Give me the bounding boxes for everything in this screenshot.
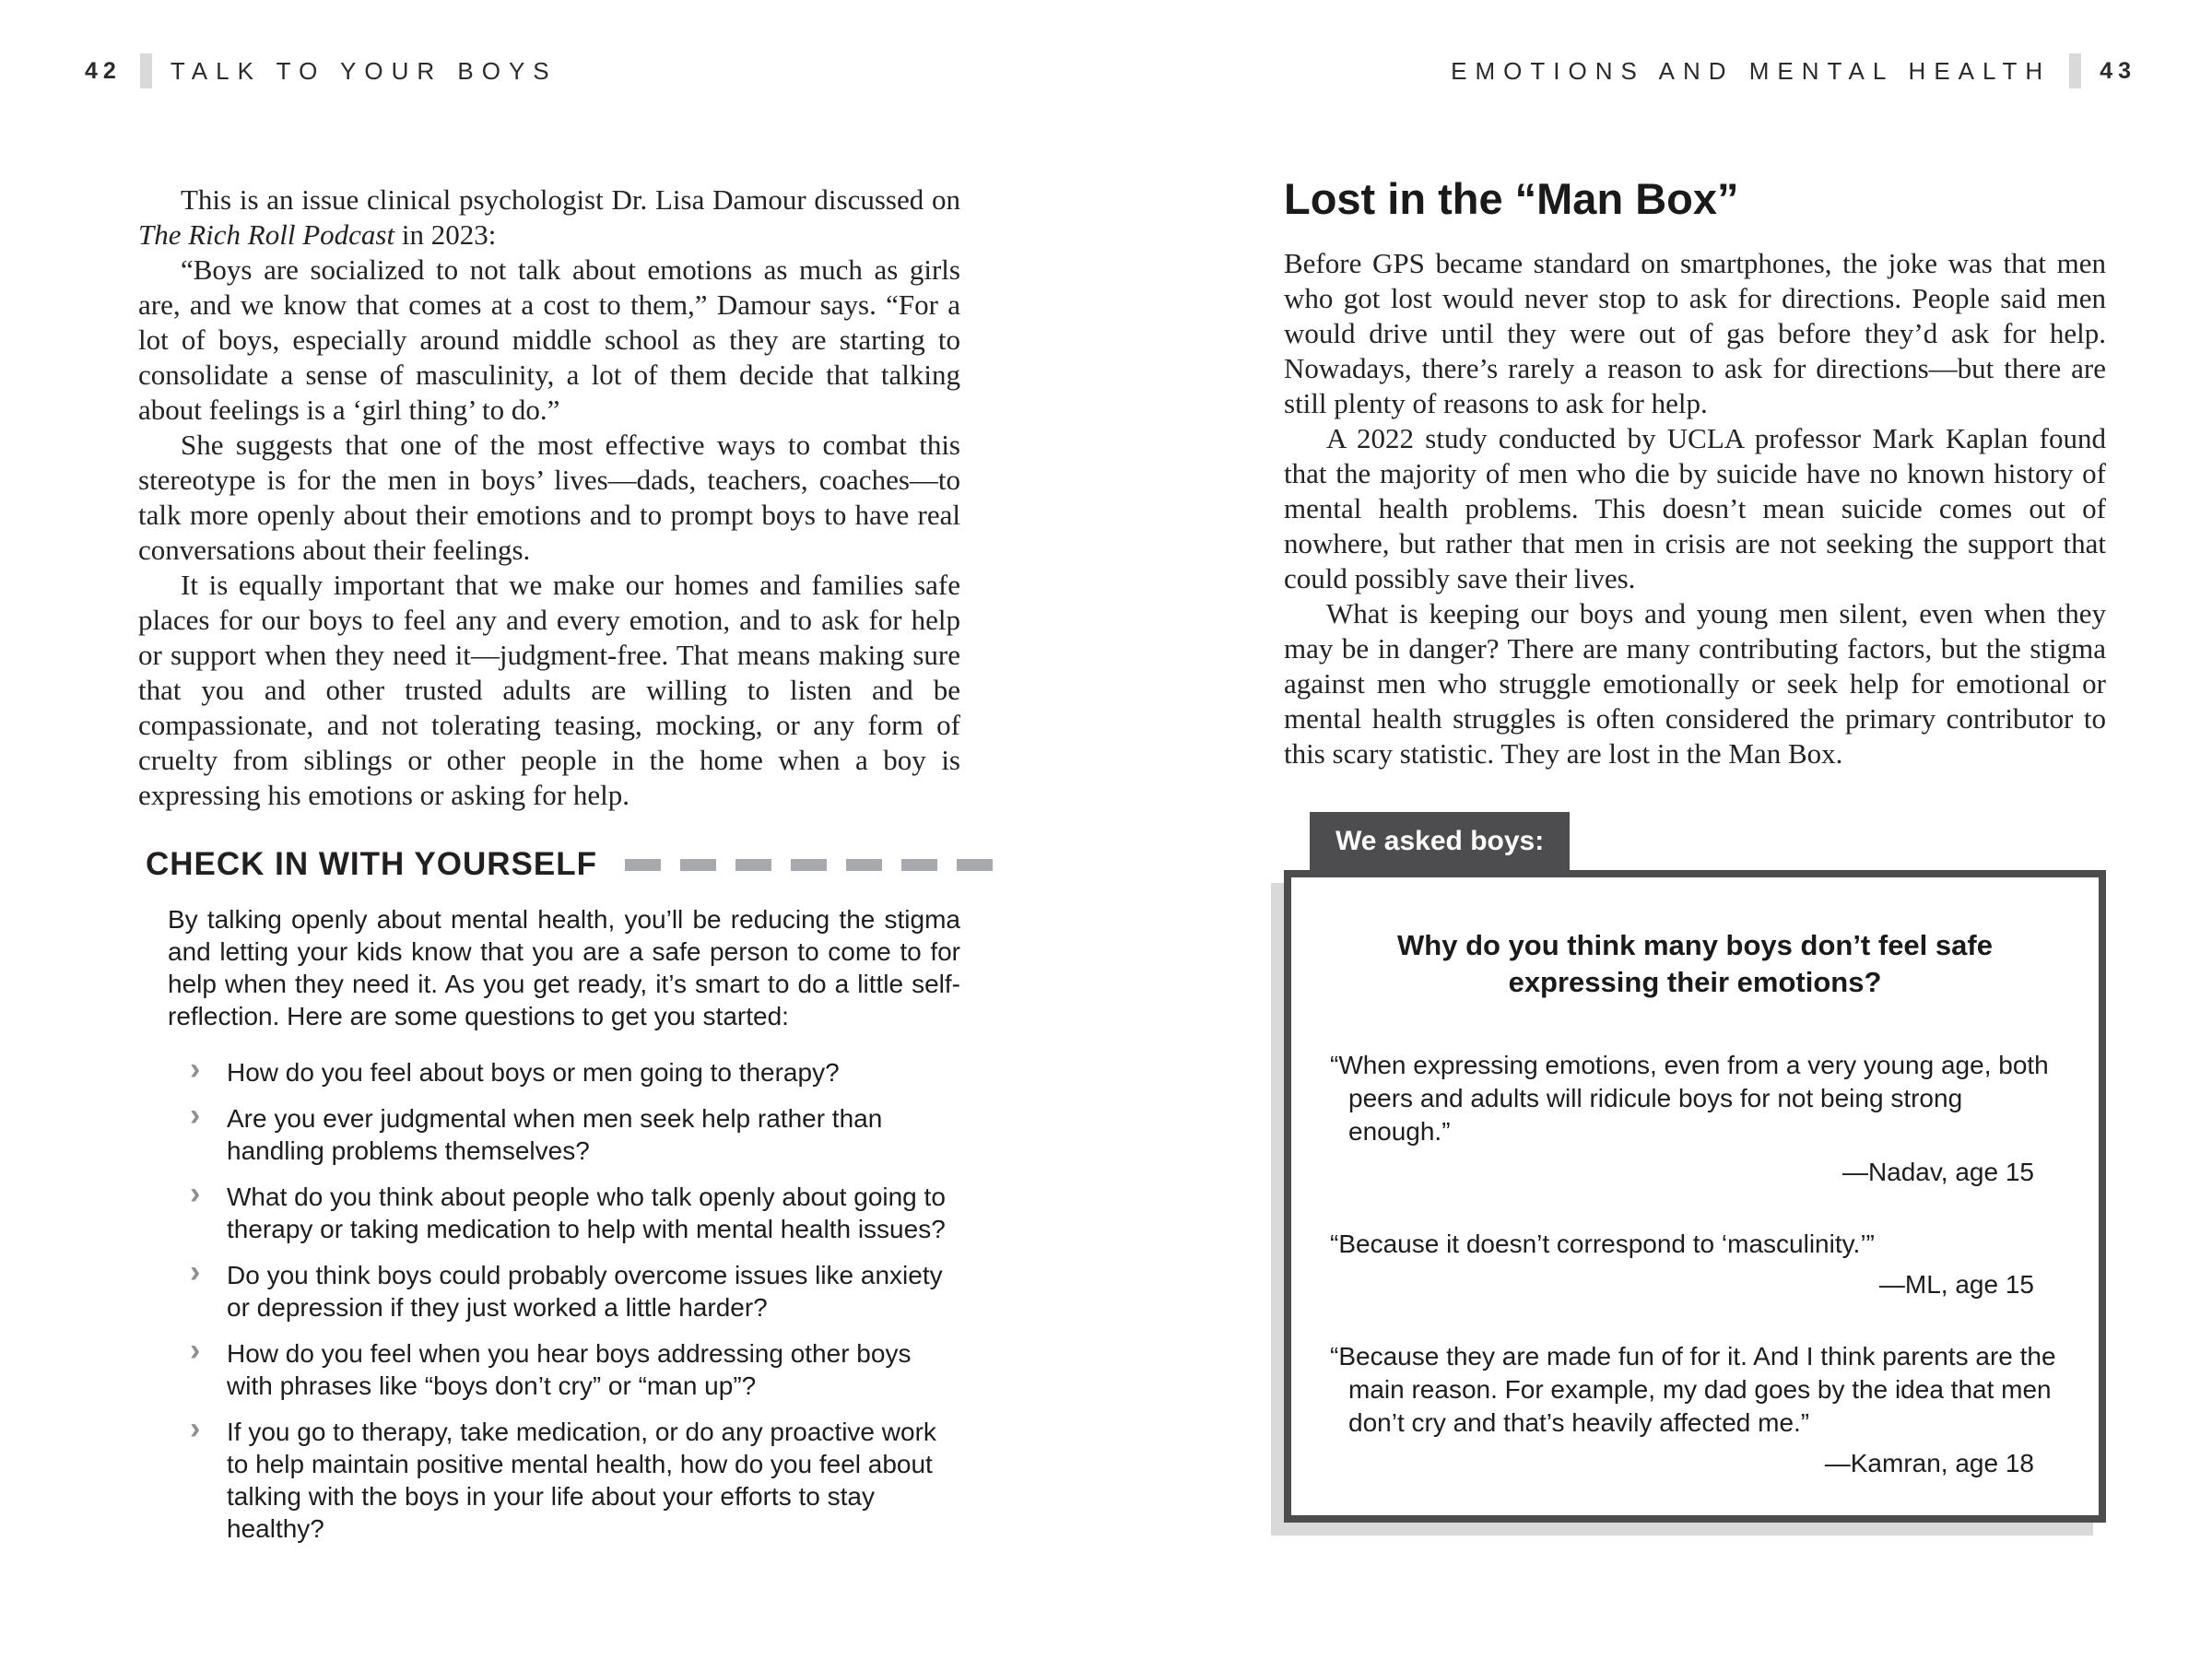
quote-attribution: —Kamran, age 18: [1824, 1449, 2034, 1477]
text-segment: A 2022 study conducted by UCLA professor Mark Kaplan found that the majority of men who die by suicide have no known history of mental health problems. This doesn’t mean suicide comes out of nowhere, but rather that men in crisis are not seeking the support that could possibly save their lives.: [1284, 422, 2106, 594]
page-number-left: 42: [85, 57, 122, 84]
we-asked-boys-callout: [1284, 812, 2106, 1523]
check-in-section: [138, 846, 960, 1545]
body-paragraph: [138, 182, 960, 253]
chevron-bullet-icon: ›: [190, 1098, 201, 1133]
chevron-bullet-icon: ›: [190, 1333, 201, 1368]
text-segment: What is keeping our boys and young men silent, even when they may be in danger? There are many contributing factors, but the stigma against men who struggle emotionally or seek help for emotional or mental health struggles is often considered the primary contributor to this scary statistic. They are lost in the Man Box.: [1284, 597, 2106, 770]
question-item: [190, 1052, 960, 1088]
question-item: [190, 1176, 960, 1245]
dash-rule-segment: [846, 859, 882, 871]
question-text: How do you feel about boys or men going to therapy?: [227, 1058, 840, 1087]
question-text: If you go to therapy, take medication, or do any proactive work to help maintain positive mental health, how do you feel about talking with the boys in your life about your efforts to stay healthy?: [227, 1418, 936, 1543]
body-paragraph: [1284, 421, 2106, 596]
question-item: [190, 1411, 960, 1545]
box-question: Why do you think many boys don’t feel safe expressing their emotions?: [1397, 929, 1993, 998]
body-paragraph: [1284, 596, 2106, 771]
page-number-right: 43: [2100, 57, 2136, 84]
dash-rule-segment: [901, 859, 937, 871]
dash-rule-segment: [735, 859, 771, 871]
left-page-column: [138, 182, 960, 1559]
body-paragraph: [1284, 246, 2106, 421]
check-in-heading: CHECK IN WITH YOURSELF: [146, 846, 597, 882]
quote-attribution: —ML, age 15: [1878, 1270, 2034, 1299]
question-text: Do you think boys could probably overcome issues like anxiety or depression if they just worked a little harder?: [227, 1261, 943, 1322]
running-head-title-left: TALK TO YOUR BOYS: [170, 56, 558, 85]
running-head-divider-bar: [140, 53, 152, 88]
question-item: [190, 1254, 960, 1324]
chevron-bullet-icon: ›: [190, 1411, 201, 1446]
running-head-divider-bar: [2069, 53, 2081, 88]
text-segment: She suggests that one of the most effective ways to combat this stereotype is for the men in boys’ lives—dads, teachers, coaches—to talk more openly about their emotions and to prompt boys to have real conversations about their feelings.: [138, 429, 960, 566]
text-segment: This is an issue clinical psychologist Dr. Lisa Damour discussed on: [181, 183, 960, 216]
right-page-column: [1284, 173, 2106, 1523]
text-segment: Before GPS became standard on smartphones, the joke was that men who got lost would never stop to ask for directions. People said men would drive until they were out of gas before they’d ask for help. Nowadays, there’s rarely a reason to ask for directions—but there are still plenty of reasons to ask for help.: [1284, 247, 2106, 419]
running-head-left: [85, 53, 558, 88]
quote-text: “Because it doesn’t correspond to ‘masculinity.’”: [1330, 1230, 1875, 1258]
dash-rule-segment: [957, 859, 993, 871]
dash-rule: [625, 859, 993, 871]
question-text: Are you ever judgmental when men seek help rather than handling problems themselves?: [227, 1104, 883, 1165]
quote-group: [1330, 1049, 2060, 1187]
quote-text: “When expressing emotions, even from a very young age, both peers and adults will ridicule boys for not being strong enough.”: [1330, 1051, 2049, 1146]
dash-rule-segment: [791, 859, 827, 871]
right-body-paragraphs: [1284, 246, 2106, 771]
we-asked-boys-box: [1284, 870, 2106, 1523]
chevron-bullet-icon: ›: [190, 1052, 201, 1087]
we-asked-boys-tab: We asked boys:: [1310, 812, 1570, 870]
text-segment: It is equally important that we make our homes and families safe places for our boys to feel any and every emotion, and to ask for help or support when they need it—judgment-free. That means making sure that you and other trusted adults are willing to listen and be compassionate, and not tolerating teasing, mocking, or any form of cruelty from siblings or other people in the home when a boy is expressing his emotions or asking for help.: [138, 569, 960, 811]
question-text: What do you think about people who talk openly about going to therapy or taking medication to help with mental health issues?: [227, 1182, 946, 1243]
check-in-intro: By talking openly about mental health, you’ll be reducing the stigma and letting your kids know that you are a safe person to come to for help when they need it. As you get ready, it’s smart to do a little self-reflection. Here are some questions to get you started:: [168, 905, 960, 1030]
left-body-paragraphs: [138, 182, 960, 813]
quote-text: “Because they are made fun of for it. And I think parents are the main reason. For example, my dad goes by the idea that men don’t cry and that’s heavily affected me.”: [1330, 1342, 2056, 1437]
running-head-title-right: EMOTIONS AND MENTAL HEALTH: [1451, 56, 2052, 85]
question-item: [190, 1333, 960, 1402]
quote-list: [1330, 1049, 2060, 1478]
question-item: [190, 1098, 960, 1167]
section-title: Lost in the “Man Box”: [1284, 174, 1739, 223]
running-head-right: [1451, 53, 2136, 88]
body-paragraph: [138, 428, 960, 568]
dash-rule-segment: [680, 859, 716, 871]
body-paragraph: [138, 568, 960, 813]
quote-group: [1330, 1340, 2060, 1478]
chevron-bullet-icon: ›: [190, 1254, 201, 1289]
body-paragraph: [138, 253, 960, 428]
quote-group: [1330, 1228, 2060, 1300]
question-text: How do you feel when you hear boys addressing other boys with phrases like “boys don’t cry” or “man up”?: [227, 1339, 912, 1400]
check-in-heading-row: [146, 846, 960, 883]
dash-rule-segment: [625, 859, 661, 871]
self-reflection-question-list: [190, 1052, 960, 1545]
italic-text-segment: The Rich Roll Podcast: [138, 218, 395, 251]
text-segment: in 2023:: [394, 218, 497, 251]
text-segment: “Boys are socialized to not talk about emotions as much as girls are, and we know that comes at a cost to them,” Damour says. “For a lot of boys, especially around middle school as they are starting to consolidate a sense of masculinity, a lot of them decide that talking about feelings is a ‘girl thing’ to do.”: [138, 253, 960, 426]
quote-attribution: —Nadav, age 15: [1841, 1158, 2034, 1186]
chevron-bullet-icon: ›: [190, 1176, 201, 1211]
